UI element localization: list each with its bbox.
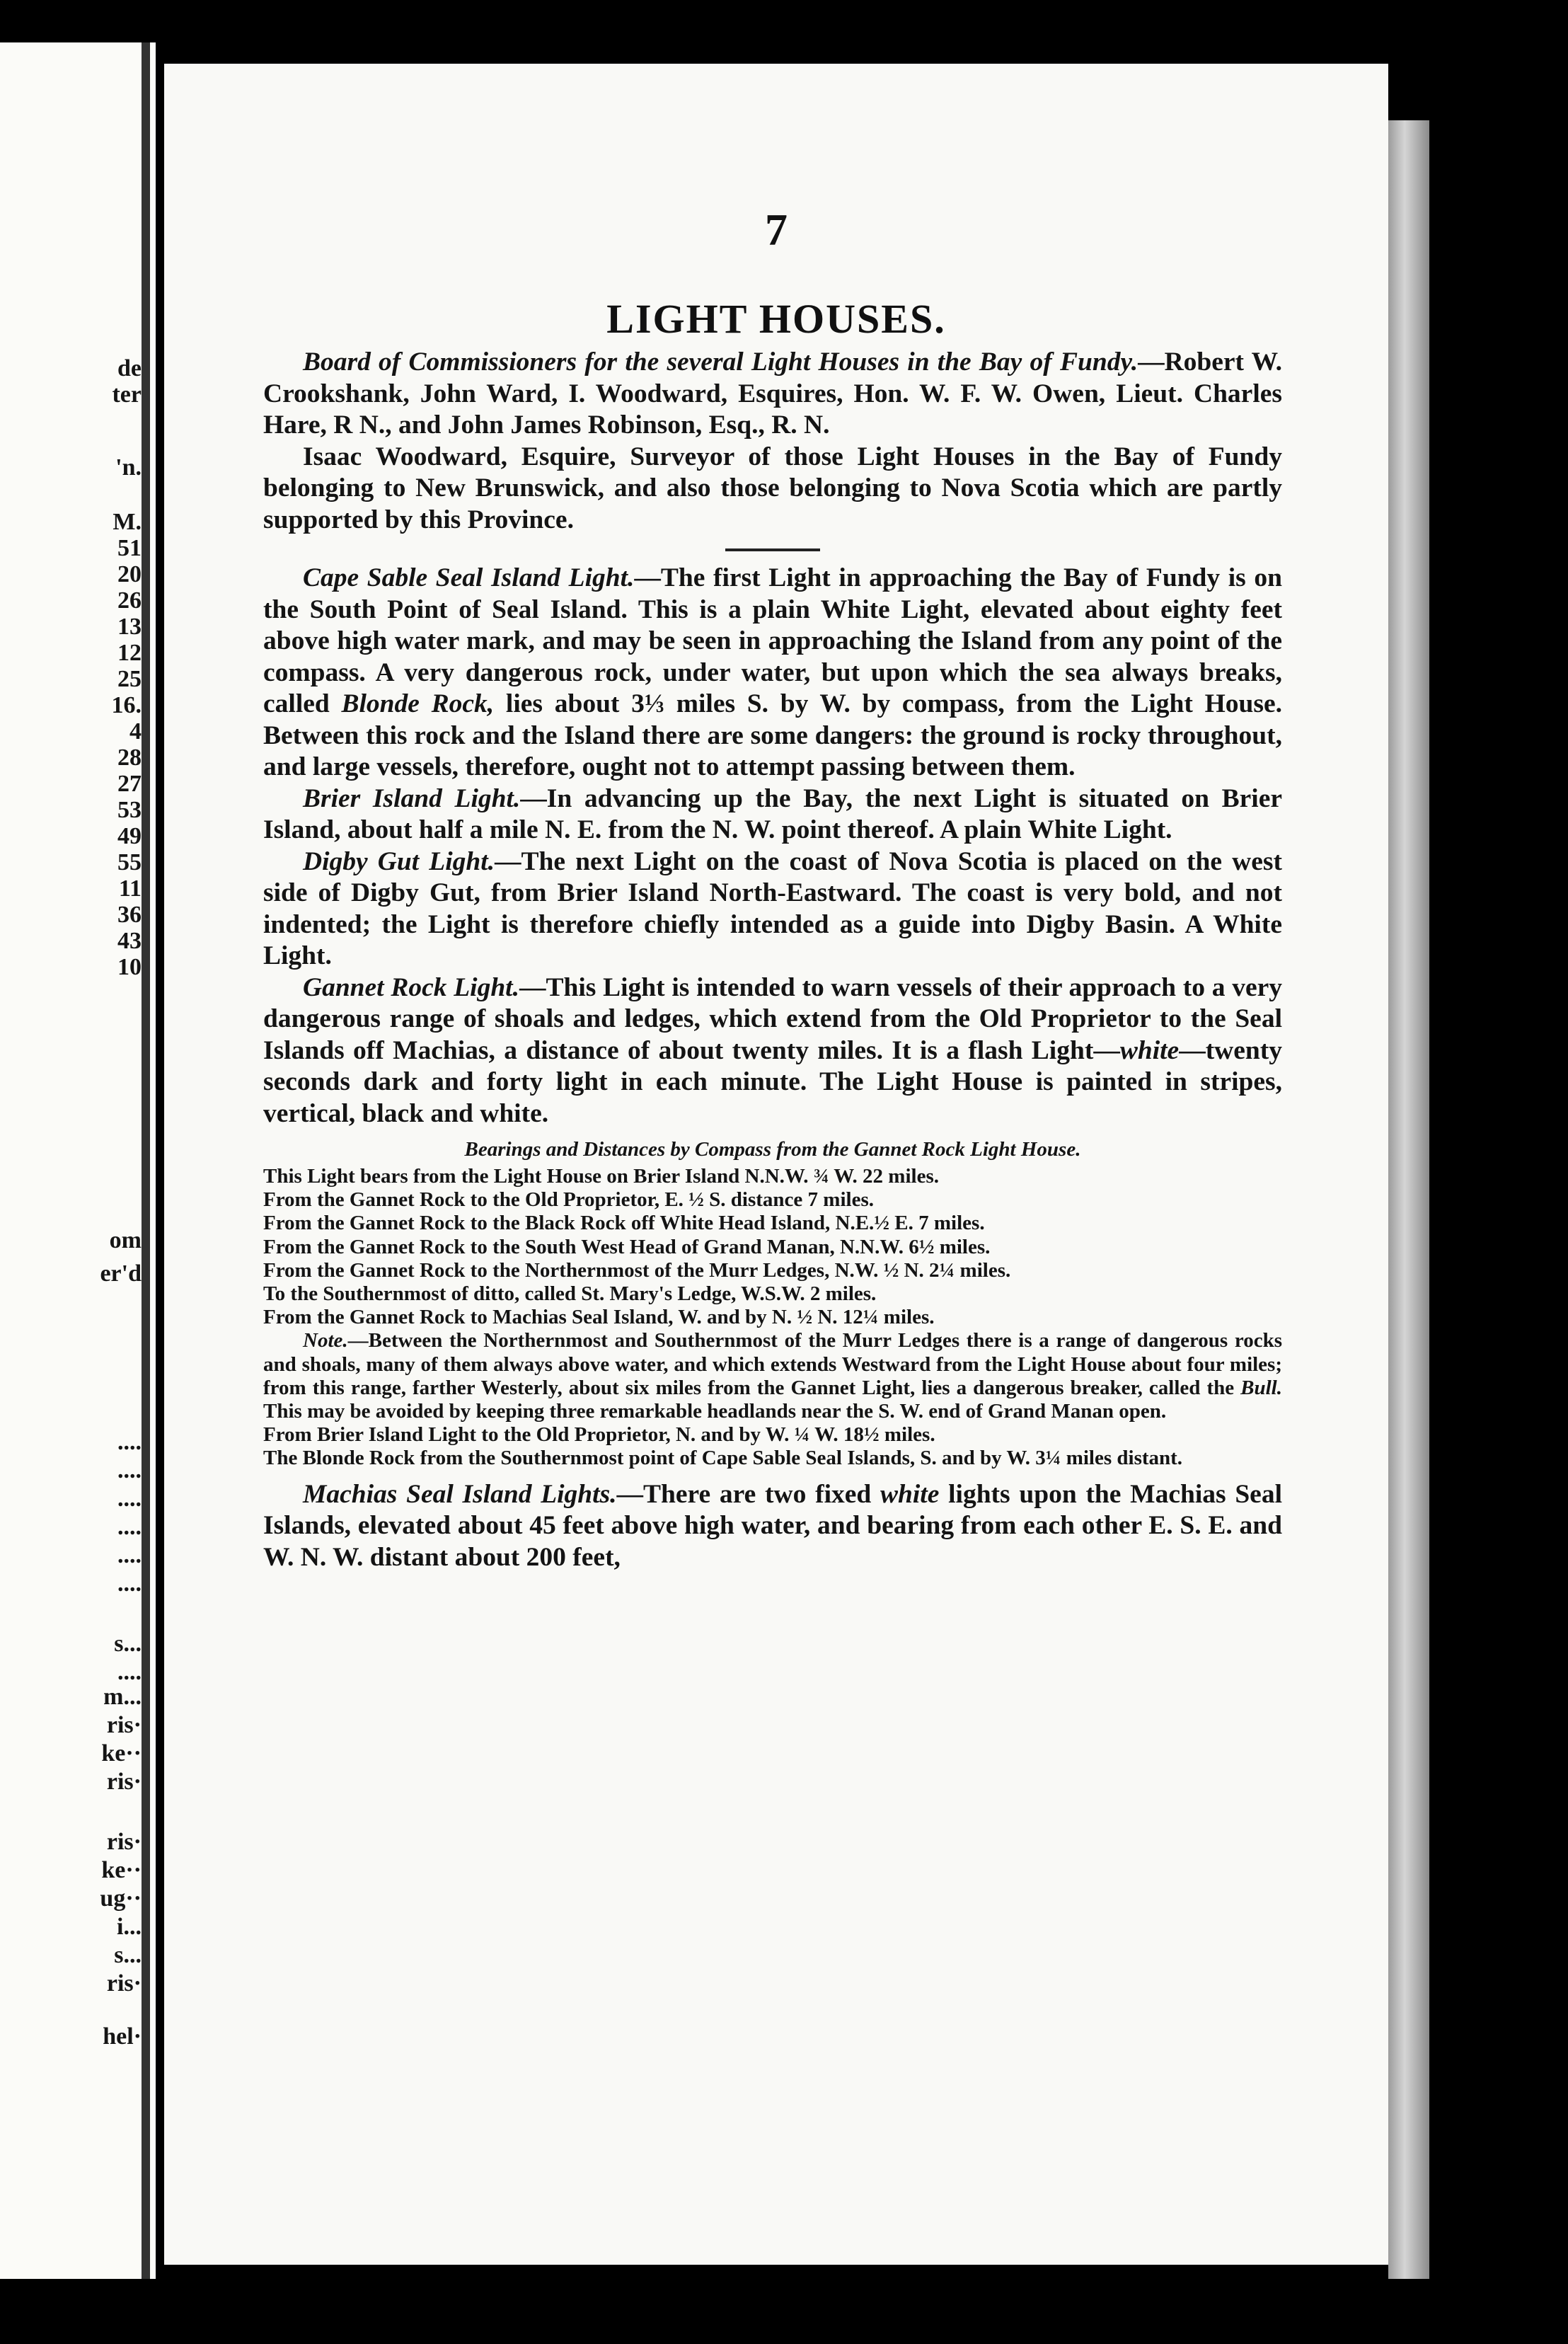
margin-fragment: ris· (106, 1971, 142, 1997)
book-spine-edge (1388, 120, 1429, 2279)
margin-fragment: de (117, 356, 142, 381)
page-heading: LIGHT HOUSES. (606, 296, 946, 342)
machias-paragraph (263, 1479, 1282, 1574)
margin-fragment: .... (117, 1458, 142, 1483)
margin-fragment: er'd (100, 1261, 142, 1287)
margin-fragment: 20 (117, 562, 142, 587)
margin-fragment: .... (117, 1486, 142, 1512)
machias-text: —There are two fixed (616, 1479, 880, 1509)
gannet-text: —This Light is intended to warn vessels of their approach to a very dangerous range of shoals and ledges, which extend from the Old Proprietor to the Seal Islands off Machias, a distance of about twenty miles. It is a flash Light— (263, 972, 1282, 1065)
board-paragraph (263, 347, 1282, 442)
margin-fragment: .... (117, 1515, 142, 1540)
cape-sable-text-2: lies about 3⅓ miles S. by W. by compass, from the Light House. Between this rock and the Island there are some dangers: the ground is rocky throughout, and large vessels, therefore, ought not to attempt passing between them. (263, 689, 1282, 781)
brier-text: —In advancing up the Bay, the next Light is situated on Brier Island, about half a mile N. E. from the N. W. point thereof. A plain White Light. (263, 783, 1283, 844)
surveyor-paragraph: Isaac Woodward, Esquire, Surveyor of those Light Houses in the Bay of Fundy belonging to New Brunswick, and also those belonging to Nova Scotia which are partly supported by this Province. (263, 442, 1282, 534)
margin-fragment: s... (114, 1631, 142, 1657)
margin-fragment: ke·· (101, 1858, 142, 1883)
bearings-list (263, 1165, 1282, 1471)
cape-sable-text: —The first Light in approaching the Bay of Fundy is on the South Point of Seal Island. This is a plain White Light, elevated about eighty feet above high water mark, and may be seen in approaching the Island from any point of the compass. A very dangerous rock, under water, but upon which the sea always breaks, called (263, 563, 1282, 718)
machias-lead: Machias Seal Island Lights. (303, 1479, 617, 1509)
margin-fragment: 27 (117, 771, 142, 797)
machias-text-2: lights upon the Machias Seal Islands, elevated about 45 feet above high water, and bearing from each other E. S. E. and W. N. W. distant about 200 feet, (263, 1479, 1282, 1572)
margin-fragment: hel· (103, 2024, 142, 2050)
margin-fragment: M. (113, 510, 142, 535)
gutter-divider (142, 42, 150, 2279)
digby-paragraph (263, 846, 1282, 972)
margin-fragment: 43 (117, 929, 142, 954)
margin-fragment: 49 (117, 824, 142, 849)
cape-sable-lead: Cape Sable Seal Island Light. (303, 563, 635, 592)
bearing-line: From the Gannet Rock to the Old Proprietor, E. ½ S. distance 7 miles. (263, 1188, 874, 1212)
note-label: Note. (303, 1329, 348, 1352)
digby-text: —The next Light on the coast of Nova Scotia is placed on the west side of Digby Gut, from Brier Island North-Eastward. The coast is very bold, and not indented; the Light is therefore chiefly intended as a guide into Digby Basin. A White Light. (263, 846, 1282, 970)
margin-fragment: s... (114, 1943, 142, 1968)
bearing-line: This Light bears from the Light House on Brier Island N.N.W. ¾ W. 22 miles. (263, 1165, 939, 1188)
bearing-line: From the Gannet Rock to the Black Rock off White Head Island, N.E.½ E. 7 miles. (263, 1212, 985, 1235)
margin-fragment: 12 (117, 640, 142, 666)
board-lead: Board of Commissioners for the several Light Houses in the Bay of Fundy. (303, 347, 1138, 377)
margin-fragment: .... (117, 1543, 142, 1568)
margin-fragment: .... (117, 1430, 142, 1455)
margin-fragment: 4 (129, 719, 142, 745)
blonde-rock-name: Blonde Rock, (341, 689, 495, 718)
margin-fragment: 55 (117, 850, 142, 875)
gannet-text-2: —twenty seconds dark and forty light in each minute. The Light House is painted in stripes, vertical, black and white. (263, 1035, 1282, 1128)
margin-fragment: 10 (117, 955, 142, 980)
page-body (263, 347, 1282, 1573)
note-bull: Bull. (1240, 1376, 1282, 1399)
bearing-line: From the Gannet Rock to the Northernmost of the Murr Ledges, N.W. ½ N. 2¼ miles. (263, 1258, 1011, 1282)
digby-lead: Digby Gut Light. (303, 846, 495, 876)
page-number: 7 (765, 205, 788, 255)
bearing-line: From Brier Island Light to the Old Proprietor, N. and by W. ¼ W. 18½ miles. (263, 1423, 935, 1447)
adjacent-page-edge (0, 42, 156, 2279)
machias-white: white (880, 1479, 940, 1509)
margin-fragment: 53 (117, 798, 142, 823)
margin-fragment: 16. (111, 693, 142, 718)
bearing-line: The Blonde Rock from the Southernmost point of Cape Sable Seal Islands, S. and by W. 3¼ miles distant. (263, 1447, 1183, 1470)
margin-fragment: om (109, 1228, 142, 1253)
section-rule (725, 548, 820, 551)
gannet-paragraph (263, 972, 1282, 1130)
bearings-note (263, 1329, 1282, 1423)
margin-fragment: i... (117, 1914, 142, 1940)
margin-fragment: m... (103, 1684, 142, 1710)
note-text: —Between the Northernmost and Southernmost of the Murr Ledges there is a range of dangerous rocks and shoals, many of them always above water, and which extends Westward from the Light House about four miles; from this range, farther Westerly, about six miles from the Gannet Light, lies a dangerous breaker, called the (263, 1329, 1282, 1399)
margin-fragment: 11 (118, 876, 142, 902)
bearing-line: From the Gannet Rock to Machias Seal Island, W. and by N. ½ N. 12¼ miles. (263, 1306, 935, 1329)
brier-paragraph (263, 783, 1282, 846)
margin-fragment: 'n. (115, 455, 142, 481)
note-text-2: This may be avoided by keeping three remarkable headlands near the S. W. end of Grand Manan open. (263, 1400, 1167, 1423)
margin-fragment: ris· (106, 1829, 142, 1855)
book-page (164, 64, 1388, 2265)
board-text: —Robert W. Crookshank, John Ward, I. Woodward, Esquires, Hon. W. F. W. Owen, Lieut. Charles Hare, R N., and John James Robinson, Esq., R. N. (263, 347, 1283, 440)
margin-fragment: .... (117, 1660, 142, 1685)
bearing-line: To the Southernmost of ditto, called St. Mary's Ledge, W.S.W. 2 miles. (263, 1282, 877, 1306)
gannet-lead: Gannet Rock Light. (303, 972, 519, 1002)
margin-fragment: ke·· (101, 1741, 142, 1766)
brier-lead: Brier Island Light. (303, 783, 521, 813)
margin-fragment: 25 (117, 667, 142, 692)
margin-fragment: 28 (117, 745, 142, 771)
margin-fragment: 26 (117, 588, 142, 614)
margin-fragment: ug·· (100, 1886, 142, 1912)
margin-fragment: ris· (106, 1769, 142, 1795)
gannet-white: white (1119, 1035, 1180, 1065)
margin-fragment: .... (117, 1571, 142, 1597)
bearings-heading: Bearings and Distances by Compass from the Gannet Rock Light House. (464, 1138, 1081, 1161)
bearing-line: From the Gannet Rock to the South West Head of Grand Manan, N.N.W. 6½ miles. (263, 1235, 991, 1258)
margin-fragment: 36 (117, 902, 142, 928)
margin-fragment: ris· (106, 1713, 142, 1738)
cape-sable-paragraph (263, 563, 1282, 783)
margin-fragment: 13 (117, 614, 142, 640)
margin-fragment: 51 (117, 536, 142, 561)
margin-fragment: ter (112, 382, 142, 408)
